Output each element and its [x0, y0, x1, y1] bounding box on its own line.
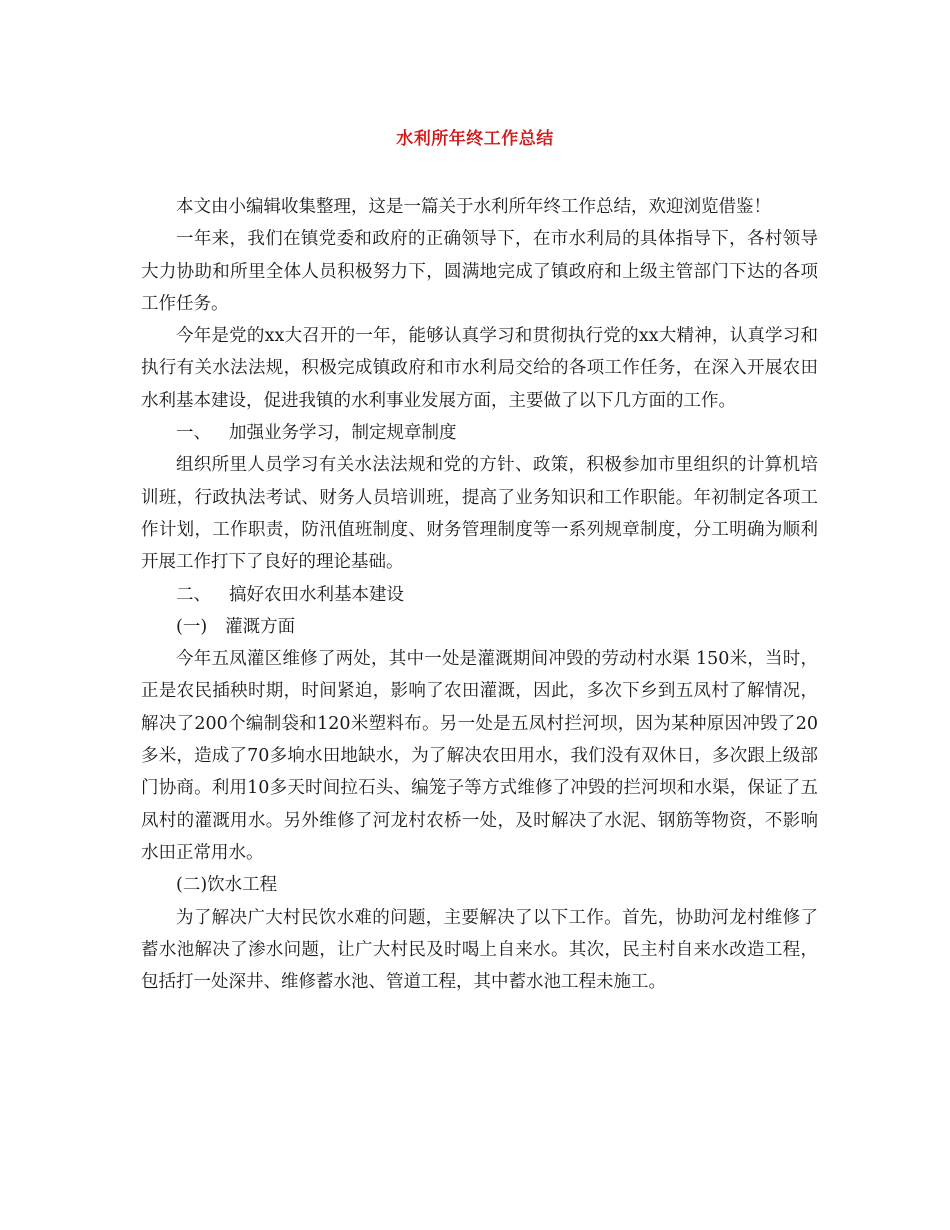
section-2-heading — [141, 579, 818, 611]
subsection-1-paragraph: 今年五凤灌区维修了两处，其中一处是灌溉期间冲毁的劳动村水渠 150米，当时，正是农民插秧时期，时间紧迫，影响了农田灌溉，因此，多次下乡到五凤村了解情况，解决了200个编制袋和120米塑料布。另一处是五凤村拦河坝，因为某种原因冲毁了20多米，造成了70多垧水田地缺水，为了解决农田用水，我们没有双休日，多次跟上级部门协商。利用10多天时间拉石头、编笼子等方式维修了冲毁的拦河坝和水渠，保证了五凤村的灌溉用水。另外维修了河龙村农桥一处，及时解决了水泥、钢筋等物资，不影响水田正常用水。 — [141, 649, 818, 863]
intro-paragraph: 本文由小编辑收集整理，这是一篇关于水利所年终工作总结，欢迎浏览借鉴！ — [176, 197, 771, 217]
section-2-number: 二、 — [176, 584, 211, 605]
overview-paragraph: 一年来，我们在镇党委和政府的正确领导下，在市水利局的具体指导下，各村领导大力协助和所里全体人员积极努力下，圆满地完成了镇政府和上级主管部门下达的各项工作任务。 — [141, 229, 818, 314]
section-1-heading — [141, 417, 818, 449]
section-1-title: 加强业务学习，制定规章制度 — [229, 423, 457, 444]
subsection-2-paragraph: 为了解决广大村民饮水难的问题，主要解决了以下工作。首先，协助河龙村维修了蓄水池解决了渗水问题，让广大村民及时喝上自来水。其次，民主村自来水改造工程，包括打一处深井、维修蓄水池、管道工程，其中蓄水池工程未施工。 — [141, 907, 818, 993]
section-1-number: 一、 — [176, 423, 211, 444]
document-body — [141, 191, 818, 998]
subsection-1-heading — [141, 611, 818, 643]
summary-paragraph: 今年是党的xx大召开的一年，能够认真学习和贯彻执行党的xx大精神，认真学习和执行有关水法法规，积极完成镇政府和市水利局交给的各项工作任务，在深入开展农田水利基本建设，促进我镇的水利事业发展方面，主要做了以下几方面的工作。 — [141, 326, 818, 411]
document-title: 水利所年终工作总结 — [396, 129, 554, 149]
section-1-paragraph: 组织所里人员学习有关水法法规和党的方针、政策，积极参加市里组织的计算机培训班，行政执法考试、财务人员培训班，提高了业务知识和工作职能。年初制定各项工作计划，工作职责，防汛值班制度、财务管理制度等一系列规章制度，分工明确为顺利开展工作打下了良好的理论基础。 — [141, 455, 818, 573]
subsection-1-title: 灌溉方面 — [225, 616, 296, 637]
subsection-1-number: (一) — [176, 616, 208, 637]
subsection-2-heading: (二)饮水工程 — [176, 875, 278, 896]
section-2-title: 搞好农田水利基本建设 — [229, 584, 404, 605]
